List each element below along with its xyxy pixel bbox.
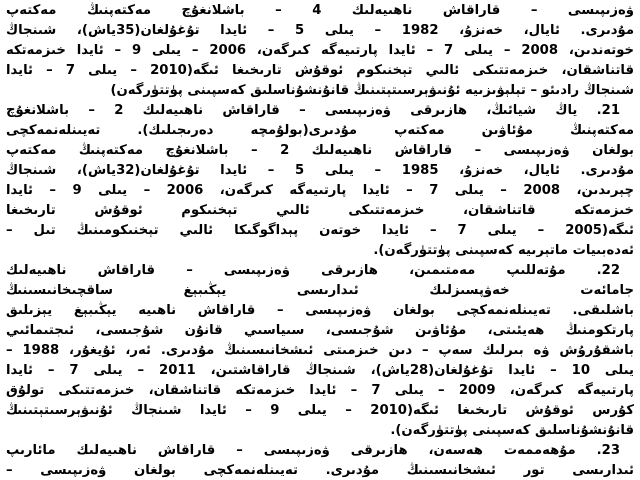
text-line: باشلىقى. تەيىنلەنمەكچى بولغان ۋەزىپىسى – قاراقاش ناھىيە يېڭىبېغ يېزىلىق <box>6 303 634 318</box>
text-line: مۇدىرى. ئايال، خەنزۇ، 1985 – يىلى 5 – ئايدا تۇغۇلغان(32ياش)، شىنجاڭ <box>6 163 634 178</box>
text-line: باشقۇرۇش ۋە بىرلىك سەپ – دىن خىزمىتى ئىشخانىسىنىڭ مۇدىرى. ئەر، ئۇيغۇر، 1988 – <box>6 343 634 358</box>
text-line: ئەدەبىيات ماتېرىيە كەسپىنى پۈتتۈرگەن). <box>373 243 634 258</box>
text-line: خوتەندىن، 2008 – يىلى 7 – ئايدا پارتىيەگە كىرگەن، 2006 – يىلى 9 – ئايدا خىزمەتكە <box>6 43 634 58</box>
text-line: يىلى 10 – ئايدا تۇغۇلغان(28ياش)، شىنجاڭ قاراقاشتىن، 2011 – يىلى 7 – ئايدا <box>6 363 634 378</box>
text-line: مۇدىرى. ئايال، خەنزۇ، 1982 – يىلى 5 – ئايدا تۇغۇلغان(35ياش)، شىنجاڭ <box>6 23 634 38</box>
text-line: كۇرس ئوقۇش تارىخىغا ئىگە(2010 – يىلى 9 – ئايدا شىنجاڭ ئۇنىۋېرسىتېتىنىڭ <box>6 403 634 418</box>
text-line: خىزمەتكە قاتناشقان، خىزمەتتىكى ئالىي تېخنىكوم ئوقۇش تارىخىغا <box>6 203 634 218</box>
text-line: قاتناشقان، خىزمەتتىكى ئالىي تېخنىكوم ئوقۇش تارىخىغا ئىگە(2010 – يىلى 7 – ئايدا <box>6 63 634 78</box>
paragraph-22-heading-line: 22. مۇتەللىپ مەمتىمىن، ھازىرقى ۋەزىپىسى – قاراقاش ناھىيەلىك <box>6 263 620 278</box>
text-line: ئىگە(2005 – يىلى 7 – ئايدا خوتەن پېداگوگىكا ئالىي تېخنىكومىنىڭ تىل – <box>6 223 634 238</box>
paragraph-23-heading-line: 23. مۇھەممەت ھەسەن، ھازىرقى ۋەزىپىسى – قاراقاش ناھىيەلىك مائارىپ <box>6 443 620 458</box>
text-line: ۋەزىپىسى – قاراقاش ناھىيەلىك 4 – باشلانغۇچ مەكتەپنىڭ مەكتەپ <box>6 3 634 18</box>
text-line: جامائەت خەۋپسىزلىك ئىدارىسى يېڭىبېغ ساقچىخانىسىنىڭ <box>6 283 634 298</box>
text-line: چېرىدىن، 2008 – يىلى 7 – ئايدا پارتىيەگە كىرگەن، 2006 – يىلى 9 – ئايدا <box>6 183 634 198</box>
text-line: پارتىيەگە كىرگەن، 2009 – يىلى 7 – ئايدا خىزمەتكە قاتناشقان، خىزمەتتىكى تولۇق <box>6 383 634 398</box>
text-line: قانۇنشۇناسلىق كەسپىنى پۈتتۈرگەن). <box>390 423 634 438</box>
text-line: مەكتەپنىڭ مۇئاۋىن مەكتەپ مۇدىرى(بولۇمچە دەرىجىلىك). تەيىنلەنمەكچى <box>6 123 634 138</box>
text-line: بولغان ۋەزىپىسى – قاراقاش ناھىيەلىك 2 – باشلانغۇچ مەكتەپنىڭ مەكتەپ <box>6 143 634 158</box>
text-line: شىنجاڭ رادىئو – تېلېۋىزىيە ئۇنىۋېرسىتېتىنىڭ قانۇنشۇناسلىق كەسپىنى پۈتتۈرگەن) <box>110 83 634 98</box>
text-line: ئىدارىسى تور ئىشخانىسىنىڭ مۇدىرى. تەيىنلەنمەكچى بولغان ۋەزىپىسى – <box>6 463 634 478</box>
paragraph-21-heading-line: 21. ياڭ شيائىڭ، ھازىرقى ۋەزىپىسى – قاراقاش ناھىيەلىك 2 – باشلانغۇچ <box>6 103 620 118</box>
text-line: پارتكومنىڭ ھەيئىتى، مۇئاۋىن شۇجىسى، سىياسىي قانۇن شۇجىسى، ئىجتىمائىي <box>6 323 634 338</box>
